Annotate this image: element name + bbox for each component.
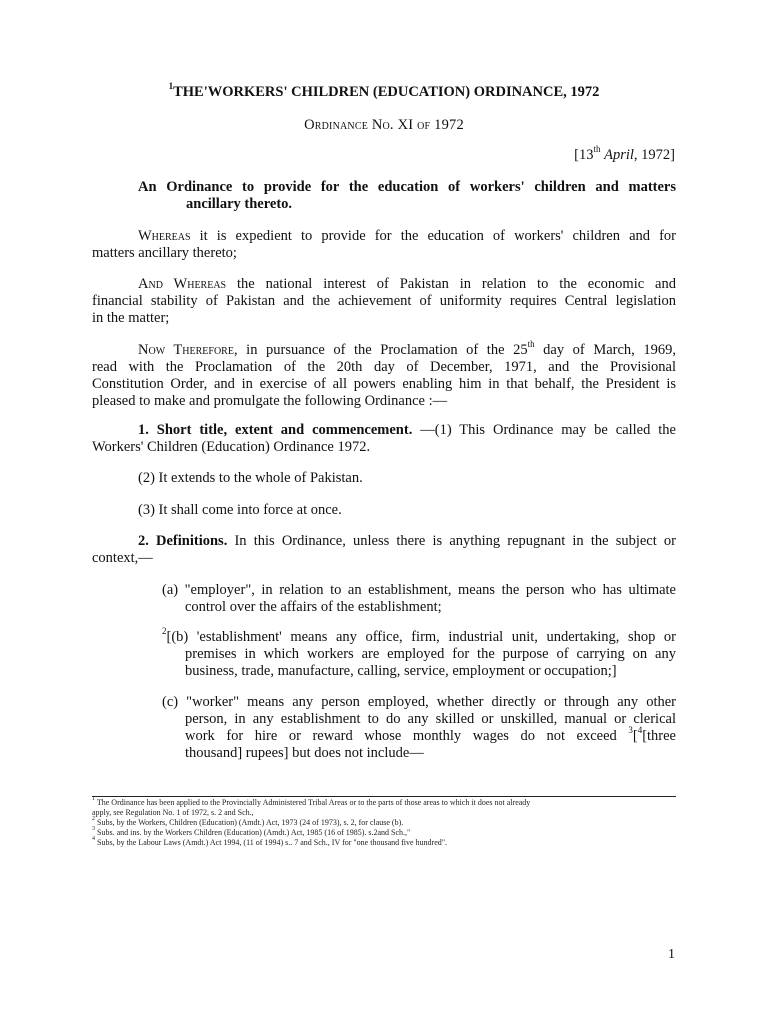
- footnote-ref-3: 3: [628, 725, 633, 736]
- long-title: [138, 179, 676, 213]
- date-month: April: [604, 147, 634, 163]
- section-2-heading: 2. Definitions.: [138, 533, 228, 549]
- preamble-lead: And Whereas: [138, 276, 227, 292]
- long-title-line-1: An Ordinance to provide for the education of workers' children and matters: [138, 179, 676, 195]
- section-text: Workers' Children (Education) Ordinance 1972.: [92, 439, 371, 455]
- clause-text: [(b) 'establishment' means any office, firm, industrial unit, undertaking, shop or: [166, 629, 676, 645]
- preamble-and-whereas: [92, 276, 676, 327]
- footnote-mark: 2: [92, 816, 95, 823]
- clause-text: thousand] rupees] but does not include—: [185, 745, 424, 761]
- section-text: In this Ordinance, unless there is anything repugnant in the subject or: [227, 533, 676, 549]
- preamble-lead: Now Therefore: [138, 342, 234, 358]
- date-ordinal: th: [593, 144, 601, 155]
- section-1-subsection-3: (3) It shall come into force at once.: [138, 502, 342, 518]
- preamble-text: , in pursuance of the Proclamation of the 25: [233, 342, 528, 358]
- long-title-line-2: ancillary thereto.: [186, 196, 293, 212]
- footnote-1: [92, 798, 676, 818]
- footnote-ref-2: 2: [162, 626, 167, 637]
- clause-text: (c) "worker" means any person employed, whether directly or through any other: [162, 694, 676, 710]
- preamble-text: in the matter;: [92, 310, 170, 326]
- footnote-ref-1: 1: [168, 81, 174, 92]
- preamble-text: matters ancillary thereto;: [92, 245, 237, 261]
- footnote-mark: 3: [92, 826, 95, 833]
- clause-text: control over the affairs of the establishment;: [185, 599, 442, 615]
- footnote-text: Subs, by the Workers, Children (Education) (Amdt.) Act, 1973 (24 of 1973), s. 2, for clause (b).: [95, 818, 404, 827]
- section-1-heading: 1. Short title, extent and commencement.: [138, 422, 413, 438]
- page-number: 1: [668, 947, 675, 962]
- ordinance-title: [92, 83, 676, 101]
- clause-text: work for hire or reward whose monthly wages do not exceed: [185, 728, 629, 744]
- section-1-subsection-2: (2) It extends to the whole of Pakistan.: [138, 470, 363, 486]
- footnote-3: [92, 828, 676, 838]
- preamble-text: pleased to make and promulgate the following Ordinance :—: [92, 393, 448, 409]
- section-1: [92, 422, 676, 456]
- footnote-mark: 1: [92, 796, 95, 803]
- date-year: , 1972]: [633, 147, 675, 163]
- preamble-text: it is expedient to provide for the education of workers' children and for: [190, 228, 676, 244]
- clause-text: [three: [642, 728, 676, 744]
- section-2: [92, 533, 676, 567]
- clause-bracket: [: [632, 728, 638, 744]
- preamble-text: read with the Proclamation of the 20th day of December, 1971, and the Provisional: [92, 359, 676, 375]
- footnote-ref-4: 4: [637, 725, 643, 736]
- footnote-4: [92, 838, 676, 848]
- footnote-text: Subs, by the Labour Laws (Amdt.) Act 1994, (11 of 1994) s.. 7 and Sch., IV for "one thousand five hundred".: [95, 838, 448, 847]
- footnote-mark: 4: [92, 836, 95, 843]
- preamble-text: Constitution Order, and in exercise of all powers enabling him in that behalf, the President is: [92, 376, 676, 392]
- clause-c-worker: [162, 694, 676, 762]
- ordinance-number: Ordinance No. XI of 1972: [304, 117, 464, 133]
- section-text: —(1) This Ordinance may be called the: [412, 422, 676, 438]
- preamble-text: day of March, 1969,: [534, 342, 676, 358]
- ordinal-sup: th: [527, 339, 535, 350]
- preamble-lead: Whereas: [138, 228, 191, 244]
- section-text: context,—: [92, 550, 153, 566]
- footnote-text: apply, see Regulation No. 1 of 1972, s. 2 and Sch.,: [92, 808, 254, 817]
- date-day: [13: [574, 147, 594, 163]
- preamble-text: the national interest of Pakistan in relation to the economic and: [226, 276, 676, 292]
- footnote-2: [92, 818, 676, 828]
- clause-b-establishment: [162, 626, 676, 680]
- footnote-text: Subs. and ins. by the Workers Children (Education) (Amdt.) Act, 1985 (16 of 1985). s.2and Sch.,": [95, 828, 411, 837]
- clause-a-employer: [162, 582, 676, 616]
- footnote-text: The Ordinance has been applied to the Provincially Administered Tribal Areas or to the parts of those areas to which it does not already: [95, 798, 531, 807]
- preamble-text: financial stability of Pakistan and the achievement of uniformity requires Central legislation: [92, 293, 676, 309]
- footnote-separator: [92, 796, 676, 797]
- preamble-now-therefore: [92, 339, 676, 410]
- preamble-whereas: [92, 228, 676, 262]
- clause-text: (a) "employer", in relation to an establishment, means the person who has ultimate: [162, 582, 676, 598]
- clause-text: business, trade, manufacture, calling, service, employment or occupation;]: [185, 663, 617, 679]
- title-text: THE'WORKERS' CHILDREN (EDUCATION) ORDINANCE, 1972: [173, 84, 600, 100]
- clause-text: premises in which workers are employed for the purpose of carrying on any: [185, 646, 676, 662]
- clause-text: person, in any establishment to do any skilled or unskilled, manual or clerical: [185, 711, 676, 727]
- enactment-date: [574, 146, 675, 164]
